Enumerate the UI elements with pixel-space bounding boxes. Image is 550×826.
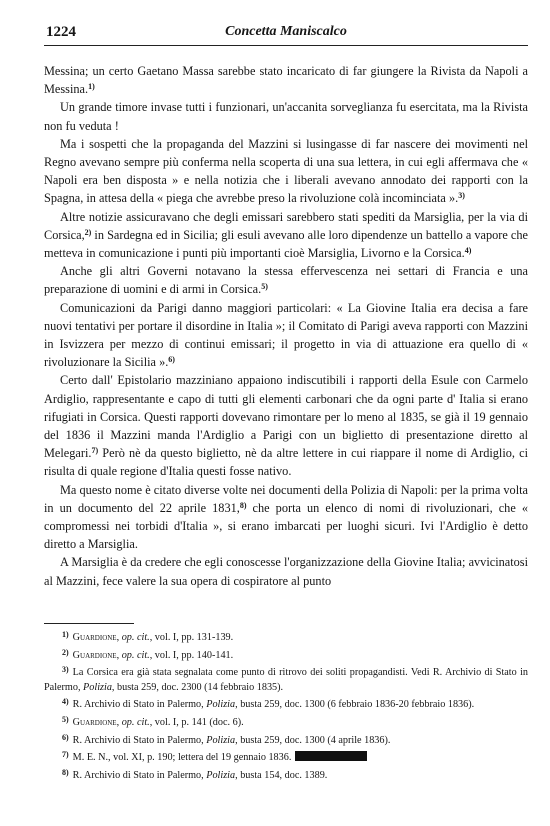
paragraph: [44, 98, 528, 134]
footnote-ref: 7): [91, 446, 99, 456]
footnotes: [44, 628, 528, 783]
footnote-mark: 1): [62, 630, 69, 639]
text-run: Comunicazioni da Parigi danno maggiori particolari: « La Giovine Italia era decisa a fare nuovi tentativi per portare il disordine in Italia »; il Comitato di Parigi aveva rapporti con Mazzini in Isvizzera per mezzo di continui emissari; il progetto in via di attuazione era quello di « rivoluzionare la Sicilia ».: [44, 300, 528, 370]
footnote: [44, 695, 528, 713]
text-run: Messina; un certo Gaetano Massa sarebbe stato incaricato di far giungere la Rivista da Napoli a Messina.: [44, 64, 528, 97]
redaction-mark: [295, 751, 367, 761]
header-rule: [44, 45, 528, 46]
text-run: M. E. N., vol. XI, p. 190; lettera del 19 gennaio 1836.: [72, 752, 292, 764]
footnote: [44, 713, 528, 731]
paragraph: [44, 299, 528, 372]
text-run: ,: [116, 649, 122, 661]
footnote-mark: 7): [62, 750, 69, 760]
footnote-ref: 3): [458, 191, 465, 201]
footnote-mark: 4): [62, 697, 69, 707]
text-run: , busta 259, doc. 1300 (4 aprile 1836).: [235, 734, 391, 746]
paragraph: [44, 208, 528, 263]
italic-text: op. cit.: [121, 716, 150, 728]
text-run: Ma questo nome è citato diverse volte nei documenti della Polizia di Napoli: per la prima volta in un documento del 22 aprile 1831,: [44, 482, 528, 515]
footnote-mark: 2): [62, 647, 69, 657]
footnote-mark: 6): [62, 732, 69, 742]
paragraph: [44, 62, 528, 98]
text-run: Però nè da questo biglietto, nè da altre lettere in cui riappare il nome di Ardiglio, ci risulta di quale regione d'Italia questi fosse nativo.: [44, 446, 528, 479]
italic-text: Polizia: [83, 681, 112, 693]
text-run: La Corsica era già stata segnalata come punto di ritrovo dei soliti propagandisti. Vedi R. Archivio di Stato in Palermo,: [44, 667, 528, 693]
footnote-ref: 2): [84, 227, 92, 237]
paragraph: [44, 481, 528, 554]
footnote: [44, 628, 528, 646]
text-run: Ma i sospetti che la propaganda del Mazzini si lusingasse di far nascere dei movimenti nel Regno avevano sempre più conferma nella scoperta di una sua lettera, in cui egli affermava che « Napoli era ben disposta » e nella notizia che i liberali avevano annodato dei rapporti con la Spagna, in attesa della « piega che avrebbe preso la rivoluzione colà incominciata ».: [44, 136, 528, 206]
text-run: , vol. I, pp. 131-139.: [149, 632, 234, 643]
italic-text: Polizia: [206, 734, 236, 746]
footnote-ref: 8): [239, 500, 247, 510]
text-run: , vol. I, p. 141 (doc. 6).: [149, 716, 244, 728]
text-run: Anche gli altri Governi notavano la stessa effervescenza nei settari di Francia e una preparazione di uomini e di armi in Corsica.: [44, 264, 528, 297]
text-run: A Marsiglia è da credere che egli conoscesse l'organizzazione della Giovine Italia; avvicinatosi al Mazzini, fece valere la sua opera di cospiratore al punto: [44, 555, 528, 588]
footnote-mark: 8): [62, 767, 69, 777]
footnote: [44, 646, 528, 664]
footnote-ref: 6): [168, 355, 175, 365]
italic-text: op. cit.: [121, 649, 150, 661]
italic-text: op. cit.: [121, 632, 150, 643]
text-run: in Sardegna ed in Sicilia; gli esuli avevano alle loro dipendenze un battello a vapore che metteva in comunicazione i punti più importanti cioè Marsiglia, Livorno e la Corsica.: [44, 227, 528, 261]
footnote: [44, 731, 528, 749]
footnote: [44, 663, 528, 695]
paragraph: [44, 553, 528, 589]
paragraph: [44, 135, 528, 208]
running-title: Concetta Maniscalco: [225, 24, 347, 39]
text-run: , busta 259, doc. 1300 (6 febbraio 1836-20 febbraio 1836).: [235, 699, 475, 711]
footnote-ref: 5): [261, 282, 268, 292]
page-header: [46, 22, 526, 42]
footnote-rule: [44, 623, 134, 624]
text-run: che porta un elenco di nomi di rivoluzionari, che « compromessi nei torbidi d'Italia », si erano imbarcati per luoghi sicuri. Ivi l'Ardiglio è detto diretto a Marsiglia.: [44, 500, 528, 552]
text-run: R. Archivio di Stato in Palermo,: [72, 769, 207, 781]
footnote-ref: 4): [464, 246, 472, 256]
text-run: R. Archivio di Stato in Palermo,: [72, 699, 207, 711]
text-run: , vol. I, pp. 140-141.: [149, 649, 234, 661]
text-run: , busta 259, doc. 2300 (14 febbraio 1835).: [111, 681, 284, 693]
text-run: ,: [116, 716, 122, 728]
italic-text: Polizia: [206, 699, 236, 711]
text-run: Altre notizie assicuravano che degli emissari sarebbero stati spediti da Marsiglia, per la via di Corsica,: [44, 209, 528, 242]
text-run: ,: [116, 632, 122, 643]
text-run: Certo dall' Epistolario mazziniano appaiono indiscutibili i rapporti della Esule con Carmelo Ardiglio, rappresentante e capo di tutti gli elementi carbonari che da ogni parte d' Italia si erano rifugiati in Corsica. Questi rapporti dovevano rimontare per lo meno al 1835, se già il 19 gennaio del 1836 il Mazzini manda l'Ardiglio a Parigi con un biglietto di presentazione diretto al Melegari.: [44, 373, 528, 461]
footnote: [44, 766, 528, 784]
footnote-mark: 5): [62, 714, 69, 724]
body-text: [44, 62, 528, 590]
author-name: Guardione: [72, 716, 117, 728]
text-run: Un grande timore invase tutti i funzionari, un'accanita sorveglianza fu esercitata, ma la Rivista non fu veduta !: [44, 100, 528, 133]
author-name: Guardione: [72, 649, 117, 661]
paragraph: [44, 262, 528, 298]
author-name: Guardione: [72, 632, 117, 643]
footnote-mark: 3): [62, 665, 69, 675]
page-number: 1224: [46, 24, 76, 40]
footnote: [44, 748, 528, 766]
footnote-ref: 1): [88, 82, 95, 92]
italic-text: Polizia: [206, 769, 236, 781]
text-run: R. Archivio di Stato in Palermo,: [72, 734, 207, 746]
paragraph: [44, 371, 528, 480]
text-run: , busta 154, doc. 1389.: [235, 769, 328, 781]
